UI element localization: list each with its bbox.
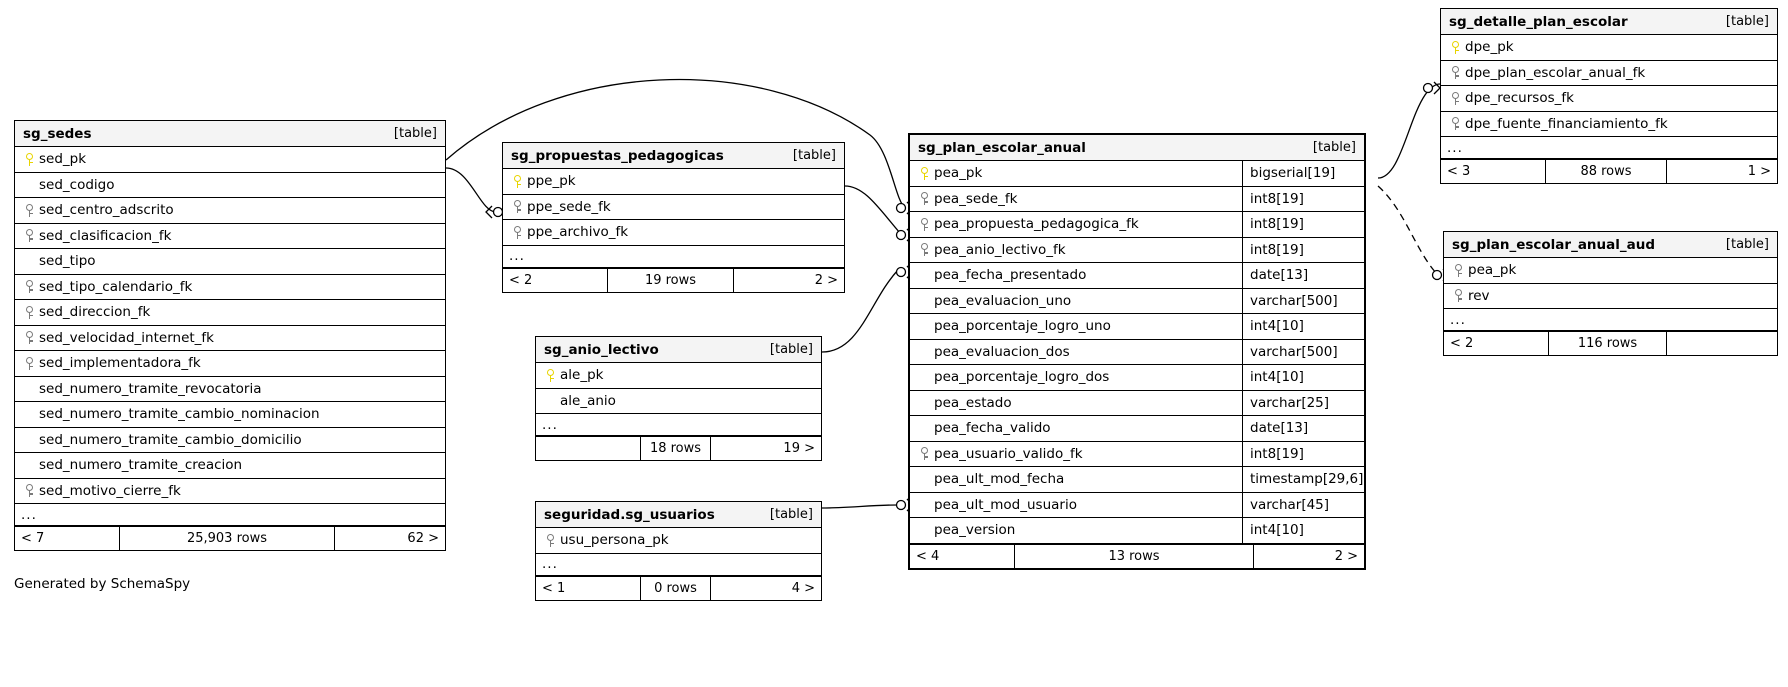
table-tag: [table] [792, 148, 836, 163]
column-type: varchar[25] [1242, 391, 1364, 416]
foreign-key-icon [21, 357, 37, 370]
table-row[interactable] [15, 249, 445, 275]
table-row[interactable] [910, 467, 1364, 493]
table-row[interactable] [910, 289, 1364, 315]
column-name: sed_tipo [39, 253, 96, 270]
footer-next[interactable]: 19 > [783, 441, 815, 456]
column-type: int4[10] [1242, 365, 1364, 390]
column-type: date[13] [1242, 416, 1364, 441]
table-row[interactable] [15, 402, 445, 428]
foreign-key-icon [21, 331, 37, 344]
table-footer [910, 544, 1364, 568]
primary-key-icon [509, 175, 525, 188]
table-row[interactable] [910, 263, 1364, 289]
footer-prev[interactable]: < 4 [916, 548, 940, 564]
column-type: varchar[500] [1242, 340, 1364, 365]
column-name: pea_sede_fk [934, 190, 1018, 207]
column-name: pea_evaluacion_dos [934, 343, 1070, 360]
table-tag: [table] [393, 126, 437, 141]
foreign-key-icon [509, 226, 525, 239]
footer-next[interactable]: 1 > [1747, 164, 1771, 179]
column-type: timestamp[29,6] [1242, 467, 1364, 492]
footer-prev[interactable] [536, 437, 640, 460]
footer-prev[interactable]: < 2 [509, 272, 533, 288]
table-title: sg_anio_lectivo [544, 341, 659, 358]
footer-prev[interactable]: < 1 [542, 580, 566, 596]
more-columns-indicator: ... [503, 246, 844, 268]
column-name: sed_codigo [39, 176, 115, 193]
column-name: sed_motivo_cierre_fk [39, 482, 181, 499]
table-sg-sedes[interactable] [14, 120, 446, 551]
column-name: pea_usuario_valido_fk [934, 445, 1083, 462]
table-tag: [table] [1725, 14, 1769, 29]
column-name: sed_velocidad_internet_fk [39, 329, 214, 346]
column-name: pea_porcentaje_logro_dos [934, 369, 1110, 386]
footer-prev[interactable]: < 2 [1450, 336, 1474, 351]
foreign-key-icon [542, 534, 558, 547]
primary-key-icon [542, 369, 558, 382]
table-row[interactable] [503, 195, 844, 221]
table-row[interactable] [910, 518, 1364, 544]
table-row[interactable] [910, 314, 1364, 340]
generated-by-label: Generated by SchemaSpy [14, 576, 191, 592]
column-type: int8[19] [1242, 187, 1364, 212]
table-title: sg_plan_escolar_anual_aud [1452, 236, 1656, 253]
footer-next[interactable]: 4 > [791, 580, 815, 596]
column-name: sed_numero_tramite_creacion [39, 457, 243, 474]
footer-rows: 18 rows [640, 437, 711, 460]
table-title: sg_sedes [23, 125, 92, 142]
table-row[interactable] [15, 173, 445, 199]
column-name: dpe_plan_escolar_anual_fk [1465, 64, 1646, 81]
table-row[interactable] [910, 442, 1364, 468]
table-row[interactable] [15, 351, 445, 377]
table-footer [1441, 159, 1777, 183]
table-header [536, 502, 821, 528]
foreign-key-icon [21, 280, 37, 293]
primary-key-icon [1447, 41, 1463, 54]
table-row[interactable] [910, 365, 1364, 391]
column-name: sed_implementadora_fk [39, 355, 201, 372]
column-name: ppe_pk [527, 173, 576, 190]
table-row[interactable] [910, 187, 1364, 213]
foreign-key-icon [509, 200, 525, 213]
table-row[interactable] [910, 212, 1364, 238]
footer-rows: 88 rows [1545, 160, 1667, 183]
foreign-key-icon [1447, 66, 1463, 79]
table-row[interactable] [15, 147, 445, 173]
foreign-key-icon [21, 204, 37, 217]
column-name: sed_direccion_fk [39, 304, 151, 321]
column-name: pea_pk [934, 165, 983, 182]
column-type: date[13] [1242, 263, 1364, 288]
column-name: sed_clasificacion_fk [39, 227, 172, 244]
table-row[interactable] [15, 377, 445, 403]
column-name: sed_numero_tramite_revocatoria [39, 380, 262, 397]
more-columns-indicator: ... [536, 554, 821, 576]
table-row[interactable] [1444, 284, 1777, 310]
column-name: dpe_recursos_fk [1465, 90, 1574, 107]
footer-next[interactable]: 62 > [407, 531, 439, 546]
table-row[interactable] [15, 428, 445, 454]
footer-next[interactable]: 2 > [814, 272, 838, 288]
table-sg-propuestas-pedagogicas[interactable] [502, 142, 845, 293]
table-row[interactable] [15, 453, 445, 479]
table-row[interactable] [910, 340, 1364, 366]
table-sg-plan-escolar-anual[interactable] [908, 133, 1366, 570]
foreign-key-icon [21, 306, 37, 319]
column-name: pea_fecha_presentado [934, 267, 1087, 284]
table-row[interactable] [910, 391, 1364, 417]
table-row[interactable] [15, 224, 445, 250]
column-name: sed_numero_tramite_cambio_domicilio [39, 431, 302, 448]
table-footer [1444, 331, 1777, 355]
table-sg-plan-escolar-anual-aud[interactable] [1443, 231, 1778, 356]
column-name: ppe_archivo_fk [527, 224, 629, 241]
column-name: pea_ult_mod_usuario [934, 496, 1077, 513]
table-row[interactable] [536, 363, 821, 389]
column-name: sed_numero_tramite_cambio_nominacion [39, 406, 320, 423]
foreign-key-icon [916, 192, 932, 205]
more-columns-indicator: ... [1444, 309, 1777, 331]
column-name: pea_fecha_valido [934, 420, 1051, 437]
table-tag: [table] [1725, 237, 1769, 252]
column-name: usu_persona_pk [560, 532, 669, 549]
table-header [15, 121, 445, 147]
column-type: varchar[500] [1242, 289, 1364, 314]
table-row[interactable] [1441, 112, 1777, 138]
table-row[interactable] [15, 300, 445, 326]
table-footer [536, 436, 821, 460]
table-row[interactable] [503, 169, 844, 195]
column-name: sed_pk [39, 151, 87, 168]
table-sg-detalle-plan-escolar[interactable] [1440, 8, 1778, 184]
table-sg-anio-lectivo[interactable] [535, 336, 822, 461]
foreign-key-icon [1450, 264, 1466, 277]
column-type: int4[10] [1242, 314, 1364, 339]
table-row[interactable] [1444, 258, 1777, 284]
column-name: sed_tipo_calendario_fk [39, 278, 193, 295]
table-row[interactable] [1441, 86, 1777, 112]
column-name: pea_evaluacion_uno [934, 292, 1072, 309]
foreign-key-icon [1450, 289, 1466, 302]
column-name: ale_anio [560, 392, 616, 409]
table-footer [503, 268, 844, 292]
footer-prev[interactable]: < 7 [21, 531, 45, 546]
table-row[interactable] [910, 238, 1364, 264]
column-name: pea_estado [934, 394, 1012, 411]
column-name: pea_version [934, 522, 1016, 539]
primary-key-icon [21, 153, 37, 166]
table-row[interactable] [1441, 35, 1777, 61]
column-type: bigserial[19] [1242, 161, 1364, 186]
foreign-key-icon [1447, 92, 1463, 105]
table-tag: [table] [769, 342, 813, 357]
table-seguridad-sg-usuarios[interactable] [535, 501, 822, 601]
column-name: dpe_fuente_financiamiento_fk [1465, 115, 1668, 132]
table-row[interactable] [15, 198, 445, 224]
table-title: seguridad.sg_usuarios [544, 506, 715, 523]
table-row[interactable] [15, 479, 445, 505]
table-title: sg_propuestas_pedagogicas [511, 147, 724, 164]
footer-next[interactable]: 2 > [1334, 548, 1358, 564]
table-footer [536, 576, 821, 600]
more-columns-indicator: ... [1441, 137, 1777, 159]
table-tag: [table] [1312, 140, 1356, 155]
footer-prev[interactable]: < 3 [1447, 164, 1471, 179]
table-title: sg_detalle_plan_escolar [1449, 13, 1628, 30]
footer-next[interactable] [1667, 332, 1777, 355]
footer-rows: 19 rows [607, 269, 734, 292]
foreign-key-icon [916, 218, 932, 231]
column-name: pea_propuesta_pedagogica_fk [934, 216, 1139, 233]
column-name: pea_porcentaje_logro_uno [934, 318, 1111, 335]
table-row[interactable] [503, 220, 844, 246]
column-type: int8[19] [1242, 442, 1364, 467]
table-row[interactable] [15, 275, 445, 301]
table-row[interactable] [1441, 61, 1777, 87]
table-tag: [table] [769, 507, 813, 522]
footer-rows: 25,903 rows [119, 527, 335, 550]
primary-key-icon [916, 167, 932, 180]
table-header [910, 135, 1364, 161]
column-type: varchar[45] [1242, 493, 1364, 518]
table-footer [15, 526, 445, 550]
table-title: sg_plan_escolar_anual [918, 139, 1086, 156]
table-header [1444, 232, 1777, 258]
column-name: pea_pk [1468, 262, 1517, 279]
footer-rows: 116 rows [1548, 332, 1667, 355]
column-name: pea_ult_mod_fecha [934, 471, 1065, 488]
foreign-key-icon [916, 447, 932, 460]
foreign-key-icon [1447, 117, 1463, 130]
table-header [536, 337, 821, 363]
more-columns-indicator: ... [15, 504, 445, 526]
column-name: dpe_pk [1465, 39, 1514, 56]
column-name: rev [1468, 287, 1490, 304]
column-type: int8[19] [1242, 238, 1364, 263]
table-row[interactable] [536, 389, 821, 415]
foreign-key-icon [21, 484, 37, 497]
column-type: int8[19] [1242, 212, 1364, 237]
table-row[interactable] [910, 493, 1364, 519]
column-name: ppe_sede_fk [527, 198, 611, 215]
footer-rows: 0 rows [640, 577, 711, 600]
table-row[interactable] [536, 528, 821, 554]
foreign-key-icon [21, 229, 37, 242]
column-type: int4[10] [1242, 518, 1364, 543]
foreign-key-icon [916, 243, 932, 256]
column-name: ale_pk [560, 367, 604, 384]
more-columns-indicator: ... [536, 414, 821, 436]
table-header [1441, 9, 1777, 35]
table-row[interactable] [910, 416, 1364, 442]
column-name: sed_centro_adscrito [39, 202, 174, 219]
table-row[interactable] [910, 161, 1364, 187]
table-header [503, 143, 844, 169]
column-name: pea_anio_lectivo_fk [934, 241, 1066, 258]
table-row[interactable] [15, 326, 445, 352]
footer-rows: 13 rows [1014, 545, 1254, 568]
